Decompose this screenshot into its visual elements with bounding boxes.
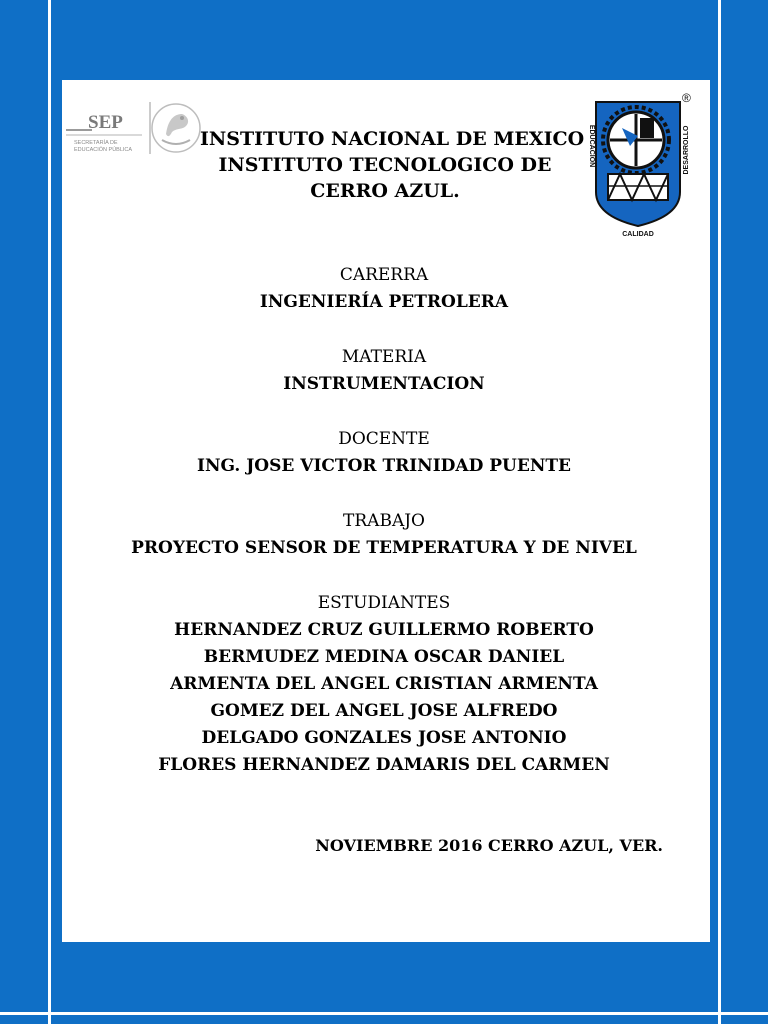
frame-left-line [48,0,51,1024]
logo-left-text: EDUCACION [588,124,595,168]
sep-logo-line2: EDUCACIÓN PÚBLICA [74,147,133,153]
section-teacher [62,426,706,480]
student-name: ARMENTA DEL ANGEL CRISTIAN ARMENTA [170,674,598,694]
frame-bottom-line [0,1012,768,1015]
section-label: TRABAJO [343,511,425,531]
section-value: INSTRUMENTACION [283,374,485,394]
student-name: DELGADO GONZALES JOSE ANTONIO [201,728,567,748]
student-name: GOMEZ DEL ANGEL JOSE ALFREDO [210,701,558,721]
mexico-coat-of-arms-icon [152,104,200,152]
section-label: CARERRA [339,265,429,285]
header-line-1: INSTITUTO NACIONAL DE MEXICO [200,128,585,150]
sep-logo [62,96,202,160]
sep-logo-line1: SECRETARÍA DE [74,140,118,146]
date-place: NOVIEMBRE 2016 CERRO AZUL, VER. [315,836,663,855]
registered-mark: ® [682,91,691,105]
student-name: BERMUDEZ MEDINA OSCAR DANIEL [203,647,565,667]
institute-logo [578,88,698,238]
bridge-icon [608,174,668,200]
section-value: ING. JOSE VICTOR TRINIDAD PUENTE [197,456,571,476]
section-value: PROYECTO SENSOR DE TEMPERATURA Y DE NIVEL [131,538,637,558]
header-line-3: CERRO AZUL. [310,180,460,202]
frame-right-line [718,0,721,1024]
student-name: HERNANDEZ CRUZ GUILLERMO ROBERTO [174,620,594,640]
section-value: INGENIERÍA PETROLERA [259,292,509,312]
sep-logo-name: SEP [88,112,123,133]
institution-header [200,126,585,204]
header-line-2: INSTITUTO TECNOLOGICO DE [218,154,552,176]
section-label: DOCENTE [338,429,430,449]
section-students [62,590,706,779]
logo-right-text: DESARROLLO [683,125,690,175]
student-name: FLORES HERNANDEZ DAMARIS DEL CARMEN [158,755,610,775]
frame-top-band [0,0,768,80]
students-label: ESTUDIANTES [317,593,451,613]
section-career [62,262,706,316]
frame-left-band [0,0,62,1024]
section-label: MATERIA [341,347,427,367]
section-work [62,508,706,562]
section-subject [62,344,706,398]
logo-bottom-text: CALIDAD [622,231,654,238]
